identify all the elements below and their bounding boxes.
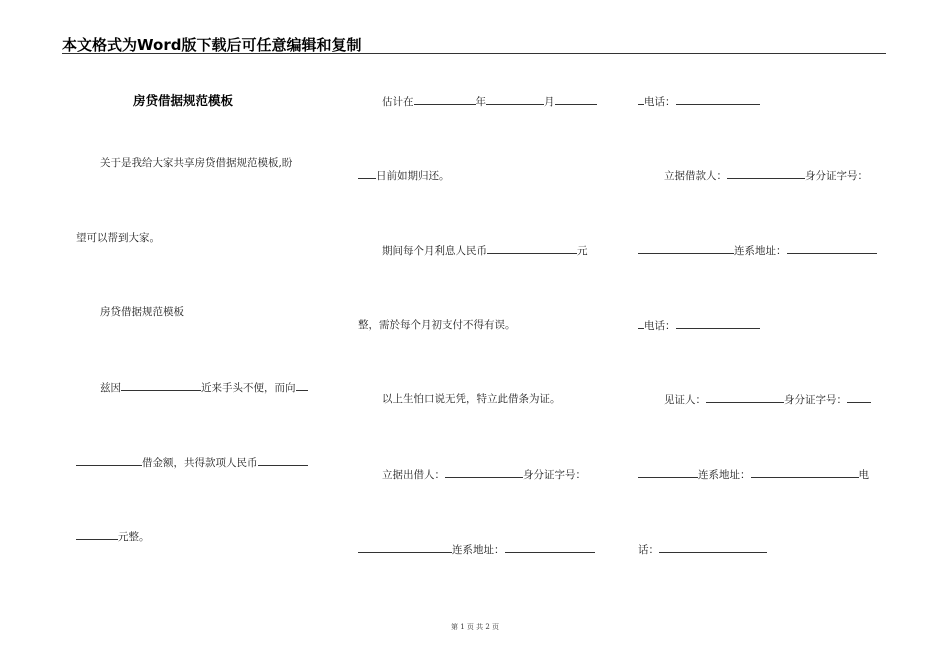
borrower-id-label: 身分证字号： [805, 170, 868, 182]
loan-amount-line [76, 455, 308, 470]
witness-phone-label-end: 话： [638, 544, 659, 556]
lender-name-blank [76, 455, 142, 466]
witness-phone-blank [659, 542, 767, 553]
document-header: 本文格式为Word版下载后可任意编辑和复制 [62, 36, 362, 54]
amount-end-line [76, 529, 150, 544]
borrower-name-blank [121, 380, 201, 391]
witness-line [664, 392, 871, 407]
interest-text: 期间每个月利息人民币 [382, 245, 487, 257]
loan-reason-line [100, 380, 308, 395]
borrower-phone-line [638, 318, 760, 333]
lender-phone-line [638, 94, 760, 109]
interest-unit: 元 [577, 245, 588, 257]
lender-phone-blank [676, 94, 760, 105]
borrower-id-blank [638, 243, 734, 254]
lender-address-blank [505, 542, 595, 553]
intro-line-2: 望可以帮到大家。 [76, 232, 160, 244]
month-label: 月 [544, 96, 555, 108]
day-blank-cont [358, 168, 376, 179]
lender-id-blank [358, 542, 452, 553]
borrower-phone-blank [676, 318, 760, 329]
lender-label: 立据出借人： [382, 469, 445, 481]
borrower-phone-label: 电话： [644, 320, 676, 332]
repay-date-prefix: 估计在 [382, 96, 414, 108]
amount-blank [258, 455, 308, 466]
witness-address-line [638, 467, 869, 482]
lender-name-blank-start [296, 380, 308, 391]
witness-address-blank [751, 467, 859, 478]
witness-blank [706, 392, 784, 403]
intro-line-1: 关于是我给大家共享房贷借据规范模板,盼 [100, 157, 293, 169]
amount-blank-cont [76, 529, 118, 540]
interest-blank [487, 243, 577, 254]
repay-deadline-line [358, 168, 450, 183]
loan-reason-text: 近来手头不便，而向 [201, 382, 296, 394]
loan-reason-prefix: 兹因 [100, 382, 121, 394]
lender-address-label: 连系地址： [452, 544, 505, 556]
repay-deadline-text: 日前如期归还。 [376, 170, 450, 182]
lender-blank [445, 467, 523, 478]
lender-id-label: 身分证字号： [523, 469, 586, 481]
borrower-address-line [638, 243, 877, 258]
repay-date-line [382, 94, 597, 109]
header-divider [62, 53, 886, 54]
lender-phone-label: 电话： [644, 96, 676, 108]
amount-end-text: 元整。 [118, 531, 150, 543]
borrower-blank [727, 168, 805, 179]
year-blank [414, 94, 476, 105]
witness-id-label: 身分证字号： [784, 394, 847, 406]
loan-amount-text: 借金额，共得款项人民币 [142, 457, 258, 469]
witness-address-label: 连系地址： [698, 469, 751, 481]
borrower-address-label: 连系地址： [734, 245, 787, 257]
witness-id-blank-cont [638, 467, 698, 478]
witness-phone-label-start: 电 [858, 469, 869, 481]
day-blank [555, 94, 597, 105]
payment-terms-line: 整，需於每个月初支付不得有误。 [358, 319, 516, 331]
year-label: 年 [475, 96, 486, 108]
borrower-line [664, 168, 868, 183]
witness-phone-line [638, 542, 767, 557]
lender-line [382, 467, 586, 482]
borrower-label: 立据借款人： [664, 170, 727, 182]
interest-line [382, 243, 588, 258]
proof-statement-line: 以上生怕口说无凭，特立此借条为证。 [382, 393, 561, 405]
borrower-address-blank [787, 243, 877, 254]
witness-id-blank [847, 392, 871, 403]
month-blank [486, 94, 544, 105]
page-number: 第 1 页 共 2 页 [450, 623, 500, 631]
witness-label: 见证人： [664, 394, 706, 406]
template-subtitle: 房贷借据规范模板 [100, 306, 184, 318]
document-title: 房贷借据规范模板 [133, 93, 234, 108]
lender-address-line [358, 542, 595, 557]
